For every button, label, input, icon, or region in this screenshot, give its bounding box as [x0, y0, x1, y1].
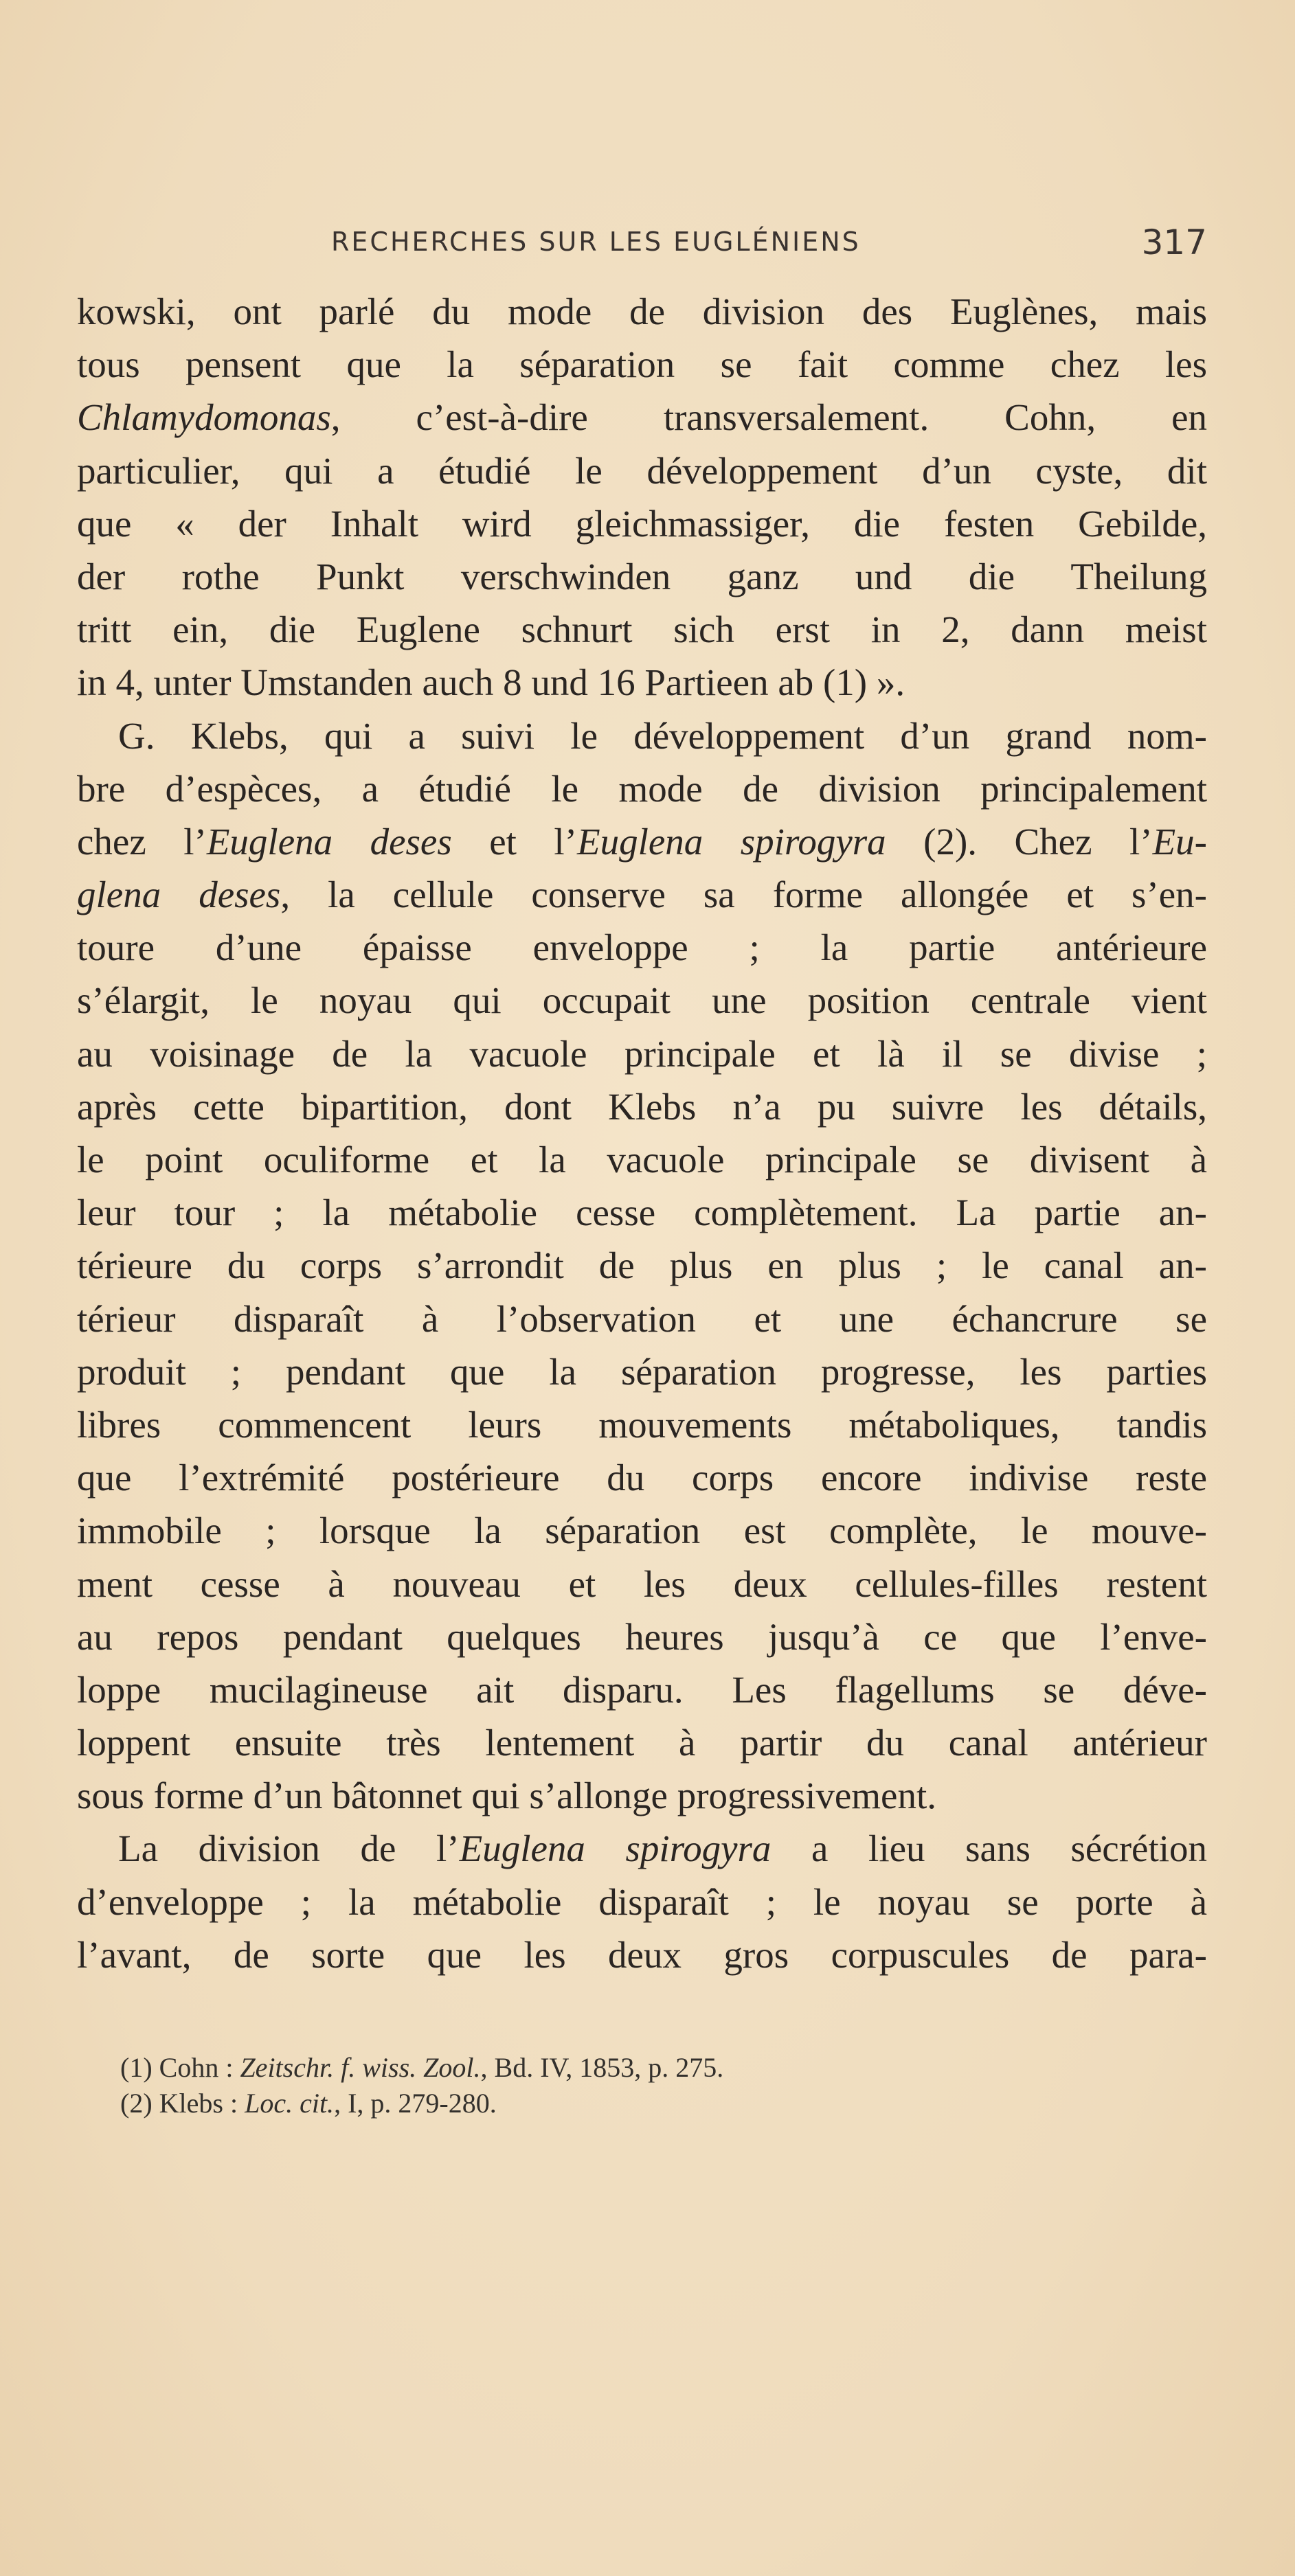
body-line: chez l’Euglena deses et l’Euglena spirogyra (2). Chez l’Eu- [77, 820, 1207, 863]
body-line: leur tour ; la métabolie cesse complètement. La partie an- [77, 1192, 1207, 1234]
body-line: au voisinage de la vacuole principale et là il se divise ; [77, 1032, 1207, 1075]
body-line: que l’extrémité postérieure du corps encore indivise reste [77, 1457, 1207, 1499]
body-line: particulier, qui a étudié le développement d’un cyste, dit [77, 449, 1207, 492]
body-line: ment cesse à nouveau et les deux cellules-filles restent [77, 1562, 1207, 1605]
footnote: (2) Klebs : Loc. cit., I, p. 279-280. [120, 2088, 497, 2119]
body-line: La division de l’Euglena spirogyra a lieu sans sécrétion [118, 1827, 1207, 1870]
body-text [77, 285, 1207, 1981]
page-header [77, 223, 1207, 268]
body-line: s’élargit, le noyau qui occupait une position centrale vient [77, 979, 1207, 1022]
body-line: loppent ensuite très lentement à partir du canal antérieur [77, 1722, 1207, 1764]
body-line: térieure du corps s’arrondit de plus en plus ; le canal an- [77, 1244, 1207, 1287]
body-line: immobile ; lorsque la séparation est complète, le mouve- [77, 1509, 1207, 1552]
body-line: l’avant, de sorte que les deux gros corpuscules de para- [77, 1933, 1207, 1976]
body-line: tritt ein, die Euglene schnurt sich erst in 2, dann meist [77, 608, 1207, 651]
body-line: Chlamydomonas, c’est-à-dire transversalement. Cohn, en [77, 396, 1207, 439]
body-line: d’enveloppe ; la métabolie disparaît ; le noyau se porte à [77, 1880, 1207, 1923]
body-line: G. Klebs, qui a suivi le développement d’un grand nom- [118, 714, 1207, 757]
running-title: RECHERCHES SUR LES EUGLÉNIENS [331, 227, 861, 257]
body-line: loppe mucilagineuse ait disparu. Les flagellums se déve- [77, 1668, 1207, 1711]
body-line: libres commencent leurs mouvements métaboliques, tandis [77, 1403, 1207, 1446]
body-line: toure d’une épaisse enveloppe ; la partie antérieure [77, 926, 1207, 969]
footnotes [120, 2050, 1185, 2121]
body-line: produit ; pendant que la séparation progresse, les parties [77, 1350, 1207, 1393]
body-line: tous pensent que la séparation se fait comme chez les [77, 343, 1207, 386]
body-line: au repos pendant quelques heures jusqu’à ce que l’enve- [77, 1615, 1207, 1658]
body-line: que « der Inhalt wird gleichmassiger, die festen Gebilde, [77, 502, 1207, 545]
body-line: après cette bipartition, dont Klebs n’a pu suivre les détails, [77, 1085, 1207, 1128]
body-line: in 4, unter Umstanden auch 8 und 16 Partieen ab (1) ». [77, 661, 905, 704]
body-line: glena deses, la cellule conserve sa forme allongée et s’en- [77, 874, 1207, 916]
body-line: der rothe Punkt verschwinden ganz und die Theilung [77, 555, 1207, 597]
body-line: le point oculiforme et la vacuole principale se divisent à [77, 1139, 1207, 1181]
body-line: térieur disparaît à l’observation et une échancrure se [77, 1297, 1207, 1340]
page-number: 317 [1141, 223, 1207, 262]
footnote: (1) Cohn : Zeitschr. f. wiss. Zool., Bd. IV, 1853, p. 275. [120, 2052, 724, 2083]
body-line: sous forme d’un bâtonnet qui s’allonge progressivement. [77, 1775, 936, 1817]
body-line: kowski, ont parlé du mode de division des Euglènes, mais [77, 290, 1207, 332]
body-line: bre d’espèces, a étudié le mode de division principalement [77, 767, 1207, 810]
